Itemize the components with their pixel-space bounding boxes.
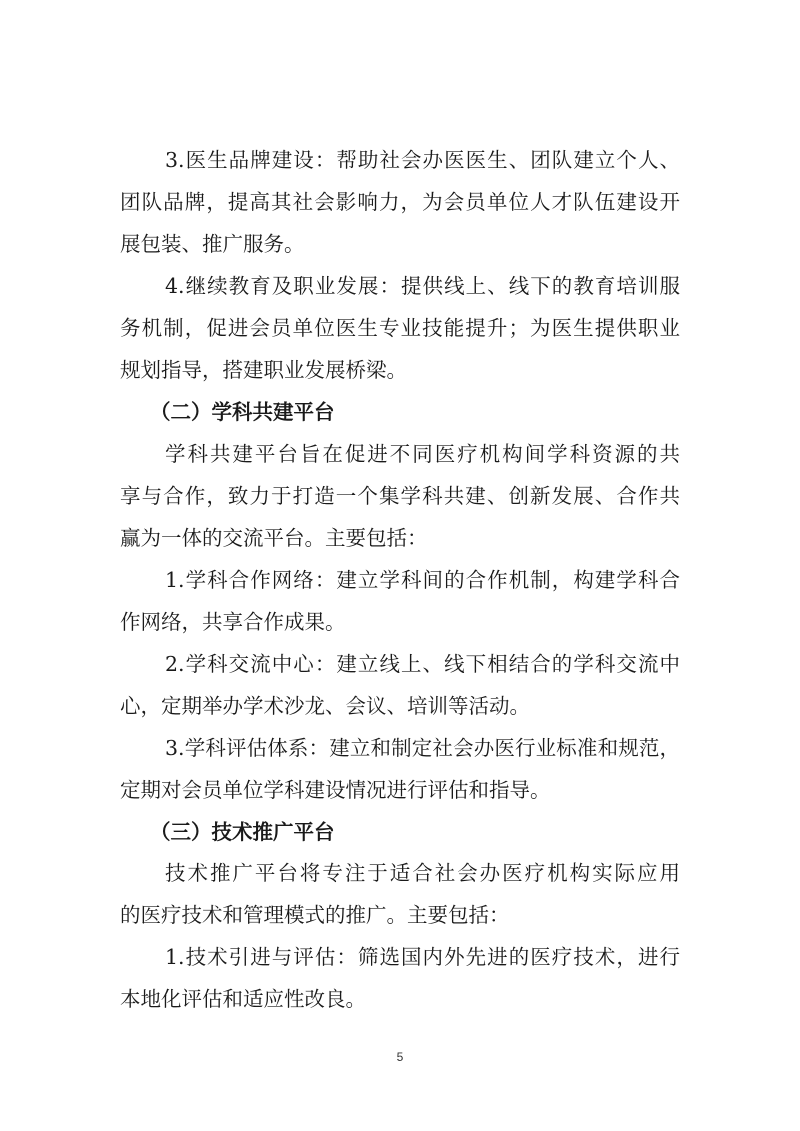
text-line: 2.学科交流中心：建立线上、线下相结合的学科交流中 — [165, 652, 680, 676]
text-line: 3.医生品牌建设：帮助社会办医医生、团队建立个人、 — [165, 148, 680, 172]
text-line: 4.继续教育及职业发展：提供线上、线下的教育培训服 — [165, 274, 680, 298]
section-heading: （三）技术推广平台 — [150, 820, 335, 844]
text-line: 1.学科合作网络：建立学科间的合作机制，构建学科合 — [165, 568, 680, 592]
section-heading: （二）学科共建平台 — [150, 400, 335, 424]
text-line: 3.学科评估体系：建立和制定社会办医行业标准和规范， — [165, 736, 680, 760]
text-line: 展包装、推广服务。 — [120, 232, 305, 256]
text-line: 的医疗技术和管理模式的推广。主要包括： — [120, 903, 510, 927]
text-line: 1.技术引进与评估：筛选国内外先进的医疗技术，进行 — [165, 945, 680, 969]
page-number: 5 — [396, 1050, 404, 1064]
text-line: 作网络，共享合作成果。 — [120, 610, 346, 634]
text-line: 技术推广平台将专注于适合社会办医疗机构实际应用 — [165, 861, 680, 885]
text-line: 学科共建平台旨在促进不同医疗机构间学科资源的共 — [165, 442, 680, 466]
text-line: 规划指导，搭建职业发展桥梁。 — [120, 358, 407, 382]
text-line: 享与合作，致力于打造一个集学科共建、创新发展、合作共 — [120, 484, 680, 508]
text-line: 本地化评估和适应性改良。 — [120, 987, 366, 1011]
text-line: 务机制，促进会员单位医生专业技能提升；为医生提供职业 — [120, 316, 680, 340]
text-line: 心，定期举办学术沙龙、会议、培训等活动。 — [120, 694, 530, 718]
text-line: 团队品牌，提高其社会影响力，为会员单位人才队伍建设开 — [120, 190, 680, 214]
text-line: 赢为一体的交流平台。主要包括： — [120, 526, 428, 550]
text-line: 定期对会员单位学科建设情况进行评估和指导。 — [120, 778, 551, 802]
